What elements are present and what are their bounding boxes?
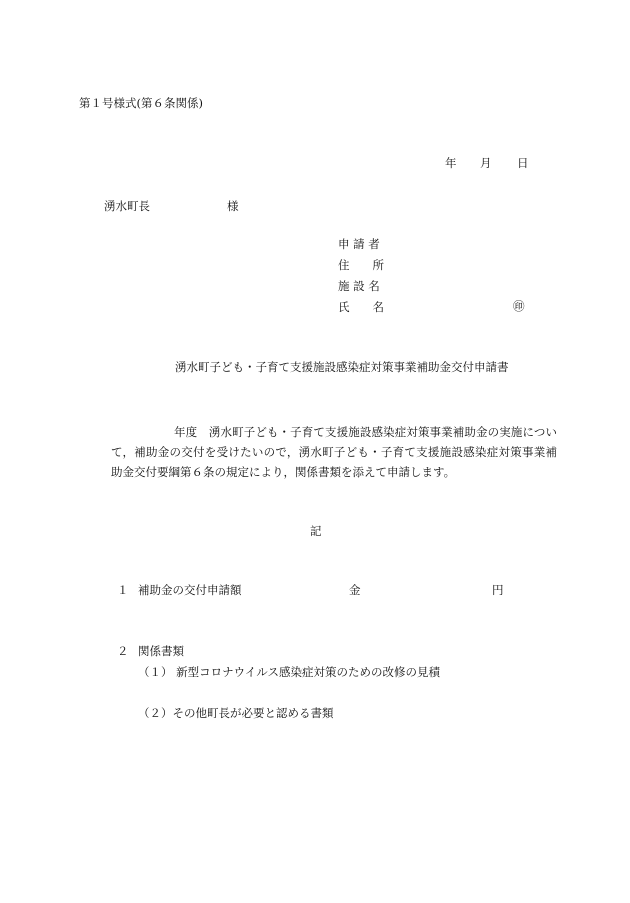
item2-number: ２ bbox=[117, 644, 129, 658]
item2-label: 関係書類 bbox=[138, 644, 184, 658]
applicant-label: 申 請 者 bbox=[338, 237, 380, 251]
body-paragraph: 年度 湧水町子ども・子育て支援施設感染症対策事業補助金の実施について，補助金の交付を受けたいので，湧水町子ども・子育て支援施設感染症対策事業補助金交付要綱第６条の規定により，関係書類を添えて申請します。 bbox=[111, 425, 557, 479]
address-label: 住 所 bbox=[338, 258, 384, 272]
item1-number: １ bbox=[117, 583, 129, 597]
facility-name-label: 施 設 名 bbox=[338, 279, 380, 293]
form-number: 第１号様式(第６条関係) bbox=[79, 96, 203, 110]
date-day-label: 日 bbox=[517, 156, 529, 170]
seal-mark: ㊞ bbox=[513, 299, 525, 313]
addressee-honorific: 様 bbox=[227, 199, 239, 213]
item1-label: 補助金の交付申請額 bbox=[138, 583, 242, 597]
document-title: 湧水町子ども・子育て支援施設感染症対策事業補助金交付申請書 bbox=[175, 360, 509, 374]
subitem-2: （２）その他町長が必要と認める書類 bbox=[138, 706, 334, 720]
amount-prefix: 金 bbox=[349, 583, 361, 597]
ki-heading: 記 bbox=[310, 524, 322, 538]
date-year-label: 年 bbox=[445, 156, 457, 170]
addressee-name: 湧水町長 bbox=[104, 199, 150, 213]
amount-unit: 円 bbox=[492, 583, 504, 597]
date-month-label: 月 bbox=[480, 156, 492, 170]
name-label: 氏 名 bbox=[338, 300, 384, 314]
subitem-1: （１） 新型コロナウイルス感染症対策のための改修の見積 bbox=[138, 665, 440, 679]
